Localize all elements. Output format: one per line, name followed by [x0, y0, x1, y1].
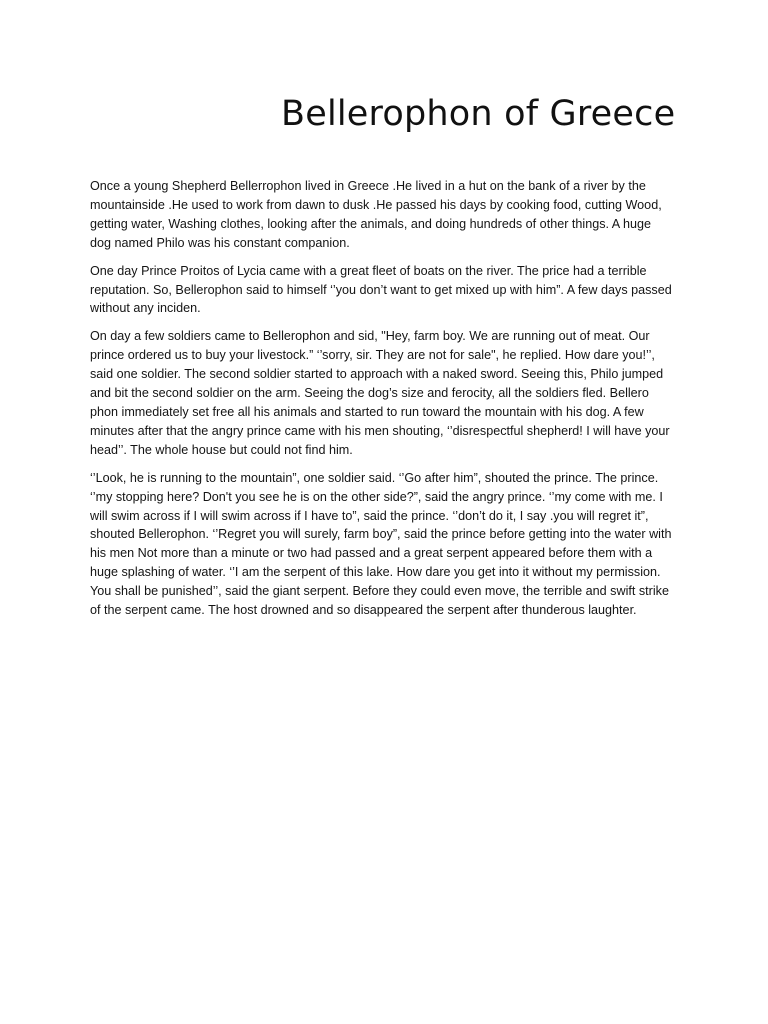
paragraph-1: Once a young Shepherd Bellerrophon lived in Greece .He lived in a hut on the bank of a river by the mountainside .He used to work from dawn to dusk .He passed his days by cooking food, cutting Wood, getting water, Washing clothes, looking after the animals, and doing hundreds of other things. A huge dog named Philo was his constant companion. — [90, 179, 662, 250]
paragraph-3: On day a few soldiers came to Bellerophon and sid, "Hey, farm boy. We are running out of meat. Our prince ordered us to buy your livestock.” ‘’sorry, sir. They are not for sale", he replied. How dare you!’’, said one soldier. The second soldier started to approach with a naked sword. Seeing this, Philo jumped and bit the second soldier on the arm. Seeing the dog’s size and ferocity, all the soldiers fled. Bellero phon immediately set free all his animals and started to run toward the mountain with his dog. A few minutes after that the angry prince came with his men shouting, ‘’disrespectful shepherd! I will have your head’’. The whole house but could not find him. — [90, 329, 670, 457]
paragraph-4: ‘’Look, he is running to the mountain”, one soldier said. ‘’Go after him”, shouted the prince. The prince. ‘’my stopping here? Don't you see he is on the other side?”, said the angry prince. ‘’my come with me. I will swim across if I will swim across if I have to”, said the prince. ‘’don’t do it, I say .you will regret it”, shouted Bellerophon. ‘’Regret you will surely, farm boy”, said the prince before getting into the water with his men Not more than a minute or two had passed and a great serpent appeared before them with a huge splashing of water. ‘’I am the serpent of this lake. How dare you get into it without my permission. You shall be punished’’, said the giant serpent. Before they could even move, the terrible and swift strike of the serpent came. The host drowned and so disappeared the serpent after thunderous laughter. — [90, 470, 672, 618]
paragraph-2: One day Prince Proitos of Lycia came with a great fleet of boats on the river. The price had a terrible reputation. So, Bellerophon said to himself ‘’you don’t want to get mixed up with him”. A few days passed without any inciden. — [90, 263, 672, 316]
document-body — [90, 177, 672, 629]
document-title: Bellerophon of Greece — [281, 94, 676, 134]
